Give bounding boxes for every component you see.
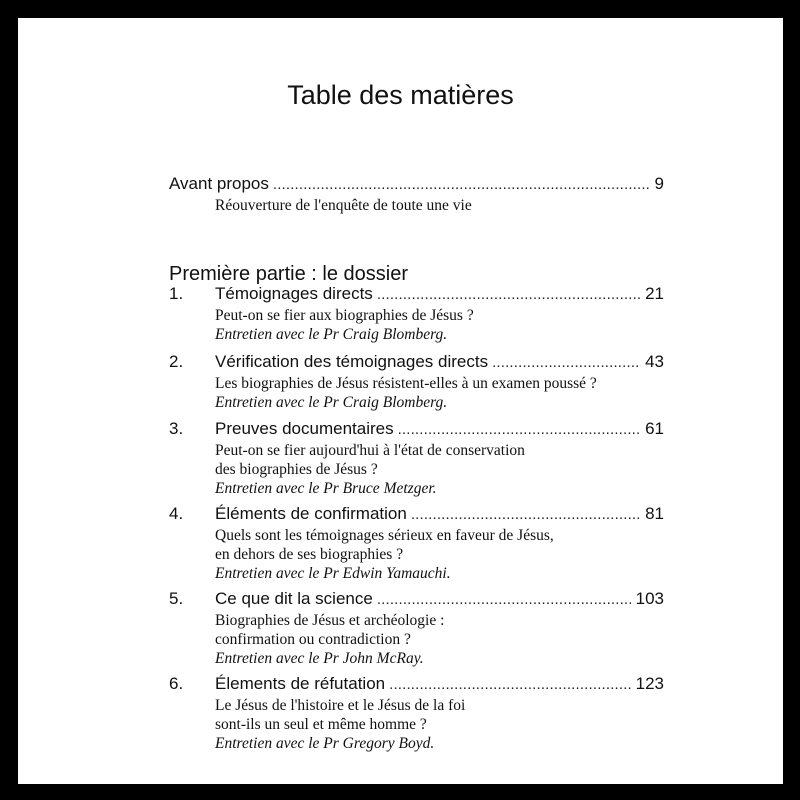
chapter-page-number: 43 (645, 352, 664, 371)
chapter-number: 6. (169, 674, 184, 693)
part-heading: Première partie : le dossier (169, 263, 408, 285)
document-page (18, 18, 783, 784)
chapter-title: Vérification des témoignages directs (215, 352, 489, 371)
preface-subtitle: Réouverture de l'enquête de toute une vie (215, 197, 472, 214)
chapter-number: 5. (169, 589, 184, 608)
leader-dots (377, 286, 641, 303)
chapter-interview: Entretien avec le Pr Bruce Metzger. (215, 480, 437, 497)
leader-dots (273, 176, 651, 193)
chapter-heading-row (215, 674, 664, 696)
preface-label: Avant propos (169, 174, 269, 193)
chapter-interview: Entretien avec le Pr Edwin Yamauchi. (215, 565, 451, 582)
chapter-title: Témoignages directs (215, 284, 373, 303)
preface-page: 9 (654, 174, 664, 193)
chapter-page-number: 21 (645, 284, 664, 303)
chapter-number: 3. (169, 419, 184, 438)
chapter-heading-row (215, 284, 664, 306)
leader-dots (389, 676, 632, 693)
leader-dots (411, 506, 641, 523)
leader-dots (492, 354, 641, 371)
chapter-number: 4. (169, 504, 184, 523)
chapter-number: 1. (169, 284, 184, 303)
chapter-question-line: Le Jésus de l'histoire et le Jésus de la foi (215, 697, 466, 714)
chapter-interview: Entretien avec le Pr Craig Blomberg. (215, 394, 448, 411)
chapter-question-line: des biographies de Jésus ? (215, 461, 378, 478)
chapter-title: Éléments de confirmation (215, 504, 407, 523)
chapter-question-line: en dehors de ses biographies ? (215, 546, 404, 563)
chapter-title: Preuves documentaires (215, 419, 394, 438)
chapter-page-number: 81 (645, 504, 664, 523)
leader-dots (398, 421, 641, 438)
chapter-heading-row (215, 589, 664, 611)
chapter-question-line: sont-ils un seul et même homme ? (215, 716, 427, 733)
chapter-question-line: Biographies de Jésus et archéologie : (215, 612, 445, 629)
chapter-heading-row (215, 419, 664, 441)
chapter-heading-row (215, 504, 664, 526)
leader-dots (377, 591, 632, 608)
chapter-interview: Entretien avec le Pr John McRay. (215, 650, 424, 667)
chapter-page-number: 103 (635, 589, 664, 608)
page-title: Table des matières (287, 80, 514, 110)
chapter-title: Élements de réfutation (215, 674, 386, 693)
chapter-interview: Entretien avec le Pr Gregory Boyd. (215, 735, 435, 752)
chapter-question-line: Peut-on se fier aujourd'hui à l'état de conservation (215, 442, 525, 459)
chapter-heading-row (215, 352, 664, 374)
chapter-question-line: Peut-on se fier aux biographies de Jésus ? (215, 307, 474, 324)
chapter-page-number: 123 (635, 674, 664, 693)
toc-entry-preface (169, 174, 664, 196)
chapter-number: 2. (169, 352, 184, 371)
chapter-page-number: 61 (645, 419, 664, 438)
chapter-interview: Entretien avec le Pr Craig Blomberg. (215, 326, 448, 343)
chapter-question-line: confirmation ou contradiction ? (215, 631, 411, 648)
chapter-question-line: Les biographies de Jésus résistent-elles à un examen poussé ? (215, 375, 597, 392)
chapter-title: Ce que dit la science (215, 589, 373, 608)
chapter-question-line: Quels sont les témoignages sérieux en faveur de Jésus, (215, 527, 554, 544)
